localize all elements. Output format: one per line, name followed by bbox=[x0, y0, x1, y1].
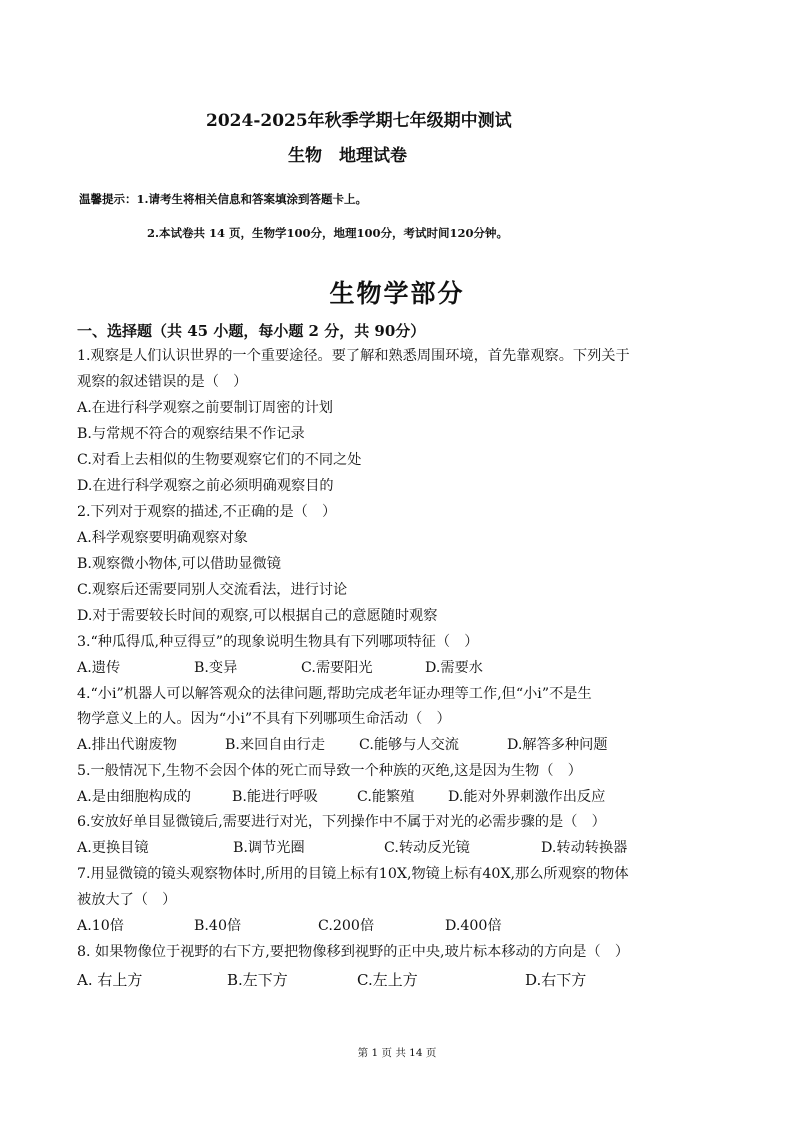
q7-stem-line-1: 7.用显微镜的镜头观察物体时,所用的目镜上标有10X,物镜上标有40X,那么所观察的物体 bbox=[77, 866, 629, 882]
q6-option-a: A.更换目镜 bbox=[77, 840, 149, 856]
q6-options bbox=[77, 838, 717, 858]
q2-option-d: D.对于需要较长时间的观察,可以根据自己的意愿随时观察 bbox=[77, 608, 438, 624]
q4-stem-line-1: 4.“小i”机器人可以解答观众的法律问题,帮助完成老年证办理等工作,但“小i”不是生 bbox=[77, 686, 592, 702]
q4-options bbox=[77, 735, 717, 755]
q8-option-a: A. 右上方 bbox=[77, 971, 143, 989]
q4-option-a: A.排出代谢废物 bbox=[77, 737, 177, 753]
q7-option-a: A.10倍 bbox=[77, 918, 124, 934]
q5-option-d: D.能对外界刺激作出反应 bbox=[448, 789, 606, 805]
tip-line-2: 2.本试卷共 14 页，生物学100分，地理100分，考试时间120分钟。 bbox=[147, 226, 509, 240]
q3-stem: 3.“种瓜得瓜,种豆得豆”的现象说明生物具有下列哪项特征（ ） bbox=[77, 634, 479, 650]
q4-stem-line-2: 物学意义上的人。因为“小i”不具有下列哪项生命活动（ ） bbox=[77, 711, 451, 727]
q5-options bbox=[77, 787, 717, 807]
tip-line-1: 温馨提示：1.请考生将相关信息和答案填涂到答题卡上。 bbox=[79, 192, 368, 206]
q5-stem: 5.一般情况下,生物不会因个体的死亡而导致一个种族的灭绝,这是因为生物（ ） bbox=[77, 763, 582, 779]
section-title: 生物学部分 bbox=[329, 279, 465, 308]
exam-subtitle: 生物 地理试卷 bbox=[288, 146, 407, 166]
q4-option-c: C.能够与人交流 bbox=[359, 737, 459, 753]
q1-option-c: C.对看上去相似的生物要观察它们的不同之处 bbox=[77, 452, 362, 468]
q1-option-b: B.与常规不符合的观察结果不作记录 bbox=[77, 426, 305, 442]
q6-option-d: D.转动转换器 bbox=[541, 840, 628, 856]
q6-stem: 6.安放好单目显微镜后,需要进行对光，下列操作中不属于对光的必需步骤的是（ ） bbox=[77, 814, 606, 830]
q8-stem: 8. 如果物像位于视野的右下方,要把物像移到视野的正中央,玻片标本移动的方向是（ ） bbox=[77, 944, 630, 960]
q5-option-c: C.能繁殖 bbox=[357, 789, 415, 805]
q1-stem-line-2: 观察的叙述错误的是（ ） bbox=[77, 374, 248, 390]
q8-option-b: B.左下方 bbox=[227, 971, 288, 989]
q3-option-c: C.需要阳光 bbox=[301, 660, 373, 676]
q1-option-a: A.在进行科学观察之前要制订周密的计划 bbox=[77, 400, 333, 416]
q3-option-a: A.遗传 bbox=[77, 660, 121, 676]
q3-option-d: D.需要水 bbox=[425, 660, 483, 676]
q7-option-c: C.200倍 bbox=[318, 918, 375, 934]
q8-option-c: C.左上方 bbox=[357, 971, 418, 989]
q1-option-d: D.在进行科学观察之前必须明确观察目的 bbox=[77, 478, 334, 494]
q5-option-a: A.是由细胞构成的 bbox=[77, 789, 192, 805]
q2-stem: 2.下列对于观察的描述,不正确的是（ ） bbox=[77, 504, 337, 520]
q7-stem-line-2: 被放大了（ ） bbox=[77, 892, 177, 908]
q2-option-b: B.观察微小物体,可以借助显微镜 bbox=[77, 556, 281, 572]
q2-option-c: C.观察后还需要同别人交流看法，进行讨论 bbox=[77, 582, 348, 598]
q1-stem-line-1: 1.观察是人们认识世界的一个重要途径。要了解和熟悉周围环境，首先靠观察。下列关于 bbox=[77, 348, 630, 364]
q7-option-d: D.400倍 bbox=[445, 918, 502, 934]
q2-option-a: A.科学观察要明确观察对象 bbox=[77, 530, 248, 546]
q5-option-b: B.能进行呼吸 bbox=[232, 789, 318, 805]
exam-title: 2024-2025年秋季学期七年级期中测试 bbox=[206, 111, 512, 131]
q7-options bbox=[77, 916, 717, 936]
q3-options bbox=[77, 658, 717, 678]
part-heading: 一、选择题（共 45 小题，每小题 2 分，共 90分） bbox=[77, 322, 426, 340]
q3-option-b: B.变异 bbox=[194, 660, 238, 676]
q7-option-b: B.40倍 bbox=[194, 918, 242, 934]
q4-option-b: B.来回自由行走 bbox=[225, 737, 326, 753]
q8-options bbox=[77, 970, 717, 990]
q8-option-d: D.右下方 bbox=[525, 971, 587, 989]
q6-option-c: C.转动反光镜 bbox=[384, 840, 470, 856]
q4-option-d: D.解答多种问题 bbox=[507, 737, 608, 753]
page-footer: 第 1 页 共 14 页 bbox=[357, 1047, 437, 1059]
q6-option-b: B.调节光圈 bbox=[233, 840, 305, 856]
